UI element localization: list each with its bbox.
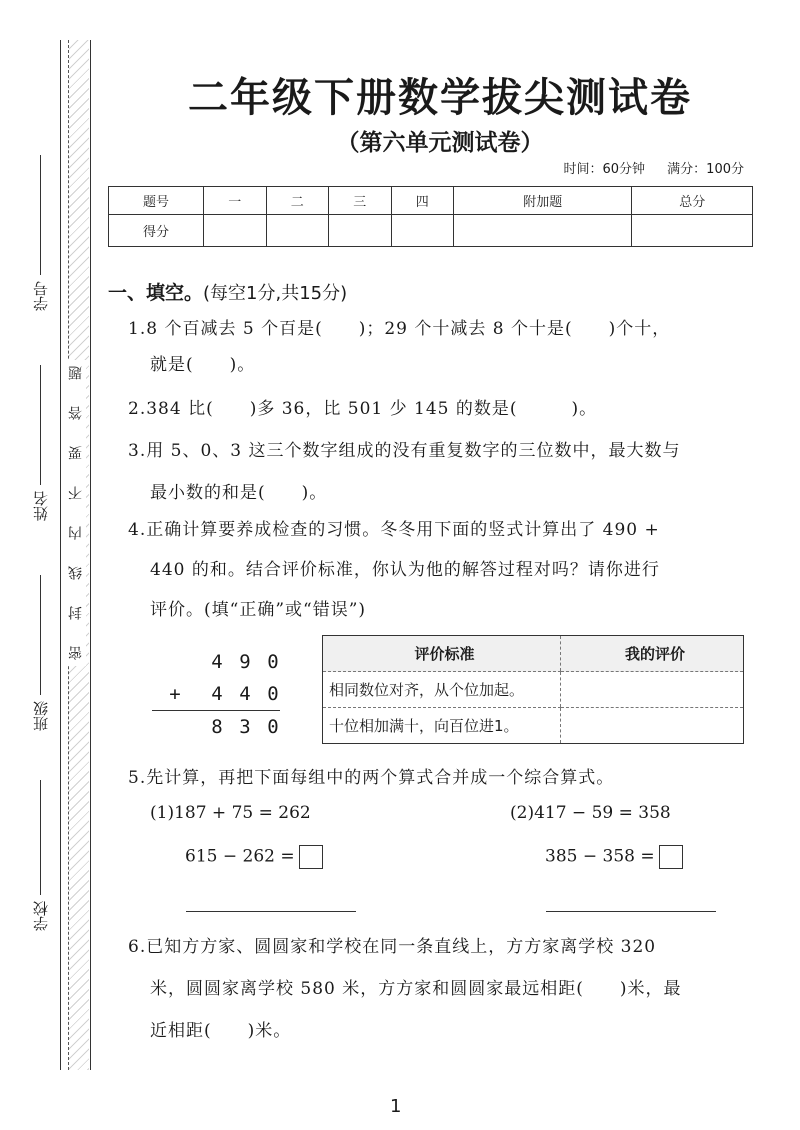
question-6: 6.已知方方家、圆圆家和学校在同一条直线上，方方家离学校 320 米，圆圆家离学校 580 米，方方家和圆圆家最远相距( )米，最 近相距( )米。 xyxy=(128,937,682,1041)
score-cell[interactable] xyxy=(204,215,267,247)
name-field[interactable]: 姓名 xyxy=(28,365,52,521)
question-5: 5.先计算，再把下面每组中的两个算式合并成一个综合算式。 xyxy=(128,768,615,788)
page-subtitle: （第六单元测试卷） xyxy=(336,130,544,156)
score-table xyxy=(108,186,753,247)
answer-box[interactable] xyxy=(299,845,323,869)
score-table-row: 得分 xyxy=(109,215,753,247)
score-cell[interactable] xyxy=(632,215,753,247)
page-title: 二年级下册数学拔尖测试卷 xyxy=(188,75,692,121)
section-heading: 一、填空。(每空1分,共15分) xyxy=(108,282,348,304)
exam-full-score: 满分：100分 xyxy=(667,162,744,177)
page-number: 1 xyxy=(390,1096,402,1117)
answer-line[interactable] xyxy=(546,911,716,912)
class-field[interactable]: 班级 xyxy=(28,575,52,731)
score-cell[interactable] xyxy=(391,215,454,247)
q5-part-2-equation: 385 − 358 = xyxy=(545,845,683,869)
question-2: 2.384 比( )多 36，比 501 少 145 的数是( )。 xyxy=(128,399,598,419)
q5-part-1-equation: 615 − 262 = xyxy=(185,845,323,869)
score-cell[interactable] xyxy=(329,215,392,247)
evaluation-answer-cell[interactable] xyxy=(561,708,744,744)
seal-notice: 题 答 要 不 内 线 封 密 xyxy=(66,360,86,666)
evaluation-answer-cell[interactable] xyxy=(561,672,744,708)
student-id-field[interactable]: 学号 xyxy=(28,155,52,311)
answer-box[interactable] xyxy=(659,845,683,869)
score-cell[interactable] xyxy=(454,215,632,247)
exam-meta xyxy=(545,158,744,177)
question-1: 1.8 个百减去 5 个百是( )；29 个十减去 8 个十是( )个十， 就是( )。 xyxy=(128,319,671,375)
margin-line xyxy=(90,40,91,1070)
evaluation-table: 评价标准 我的评价 相同数位对齐，从个位加起。 十位相加满十，向百位进1。 xyxy=(322,635,744,744)
answer-line[interactable] xyxy=(186,911,356,912)
exam-time: 时间：60分钟 xyxy=(563,162,646,177)
question-4: 4.正确计算要养成检查的习惯。冬冬用下面的竖式计算出了 490 + 440 的和。结合评价标准，你认为他的解答过程对吗？请你进行 评价。(填“正确”或“错误”) xyxy=(128,520,660,620)
school-field[interactable]: 学校 xyxy=(28,780,52,931)
q5-part-2-given: (2)417 − 59 = 358 xyxy=(510,803,671,823)
q5-part-1-given: (1)187 + 75 = 262 xyxy=(150,803,311,823)
plus-sign: + xyxy=(169,683,181,705)
vertical-addition: 4 9 0 + 4 4 0 8 3 0 xyxy=(150,646,280,743)
score-cell[interactable] xyxy=(266,215,329,247)
question-3: 3.用 5、0、3 这三个数字组成的没有重复数字的三位数中，最大数与 最小数的和是( )。 xyxy=(128,441,681,503)
margin-line xyxy=(60,40,61,1070)
score-table-header: 题号 一 二 三 四 附加题 总分 xyxy=(109,187,753,215)
